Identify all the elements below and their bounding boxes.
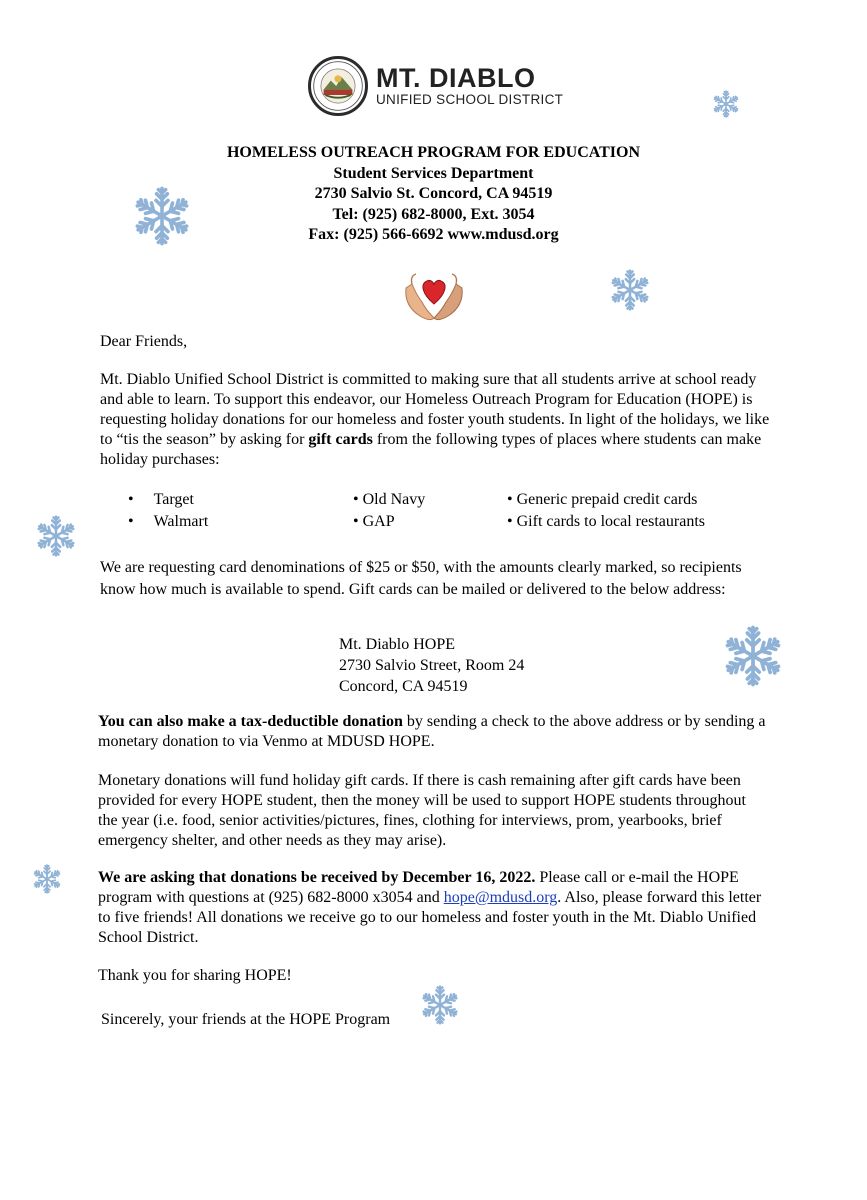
- address-line: Concord, CA 94519: [339, 678, 468, 695]
- tax-deductible-paragraph: You can also make a tax-deductible donation by sending a check to the above address or by sending a monetary donation to via Venmo at MDUSD HOPE.: [98, 713, 766, 750]
- snowflake-icon: [420, 985, 460, 1025]
- list-item: • Walmart: [128, 513, 209, 530]
- address-line: 2730 Salvio Street, Room 24: [339, 657, 525, 674]
- list-item: • Target: [128, 491, 194, 508]
- snowflake-icon: [712, 90, 740, 118]
- snowflake-icon: [32, 864, 62, 894]
- list-item: • Generic prepaid credit cards: [507, 491, 698, 508]
- list-item: • GAP: [353, 513, 395, 530]
- greeting: Dear Friends,: [100, 333, 188, 350]
- denominations-paragraph: We are requesting card denominations of $25 or $50, with the amounts clearly marked, so recipients know how much is available to spend. Gift cards can be mailed or delivered to the below address:: [100, 559, 742, 598]
- snowflake-icon: [35, 515, 77, 557]
- telephone: Tel: (925) 682-8000, Ext. 3054: [332, 205, 535, 223]
- bullet-list-col3: [507, 489, 705, 533]
- district-subname: UNIFIED SCHOOL DISTRICT: [376, 92, 564, 107]
- street-address: 2730 Salvio St. Concord, CA 94519: [314, 185, 553, 202]
- district-name: MT. DIABLO: [376, 63, 536, 93]
- district-seal-icon: [308, 56, 368, 116]
- list-item: • Gift cards to local restaurants: [507, 513, 705, 530]
- bullet-list-col1: [128, 489, 208, 533]
- intro-paragraph: Mt. Diablo Unified School District is committed to making sure that all students arrive at school ready and able to learn. To support this endeavor, our Homeless Outreach Program for Education (HOPE) is requesting holiday donations for our homeless and foster youth students. In light of the holidays, we like to “tis the season” by asking for gift cards from the following types of places where students can make holiday purchases:: [100, 371, 770, 468]
- list-item: • Old Navy: [353, 491, 426, 508]
- department: Student Services Department: [333, 164, 534, 182]
- mailing-address: [339, 634, 524, 697]
- thanks-line: Thank you for sharing HOPE!: [98, 967, 292, 984]
- address-line: Mt. Diablo HOPE: [339, 636, 455, 653]
- hands-holding-heart-icon: [400, 258, 468, 324]
- fax-website: Fax: (925) 566-6692 www.mdusd.org: [308, 226, 559, 243]
- letterhead: [0, 143, 867, 246]
- snowflake-icon: [132, 186, 192, 246]
- signoff-line: Sincerely, your friends at the HOPE Program: [101, 1011, 391, 1028]
- district-logo: [308, 56, 563, 116]
- monetary-donations-paragraph: Monetary donations will fund holiday gift cards. If there is cash remaining after gift cards have been provided for every HOPE student, then the money will be used to support HOPE students throughout the year (i.e. food, senior activities/pictures, fines, clothing for interviews, prom, yearbooks, brief emergency shelter, and other needs as they may arise).: [98, 772, 746, 849]
- email-link[interactable]: hope@mdusd.org: [443, 889, 558, 906]
- snowflake-icon: [722, 625, 784, 687]
- deadline-paragraph: We are asking that donations be received by December 16, 2022. Please call or e-mail the HOPE program with questions at (925) 682-8000 x3054 and hope@mdusd.org. Also, please forward this letter to five friends! All donations we receive go to our homeless and foster youth in the Mt. Diablo Unified School District.: [98, 869, 762, 946]
- snowflake-icon: [609, 269, 651, 311]
- bullet-list-col2: [353, 489, 425, 533]
- program-title: HOMELESS OUTREACH PROGRAM FOR EDUCATION: [226, 144, 641, 161]
